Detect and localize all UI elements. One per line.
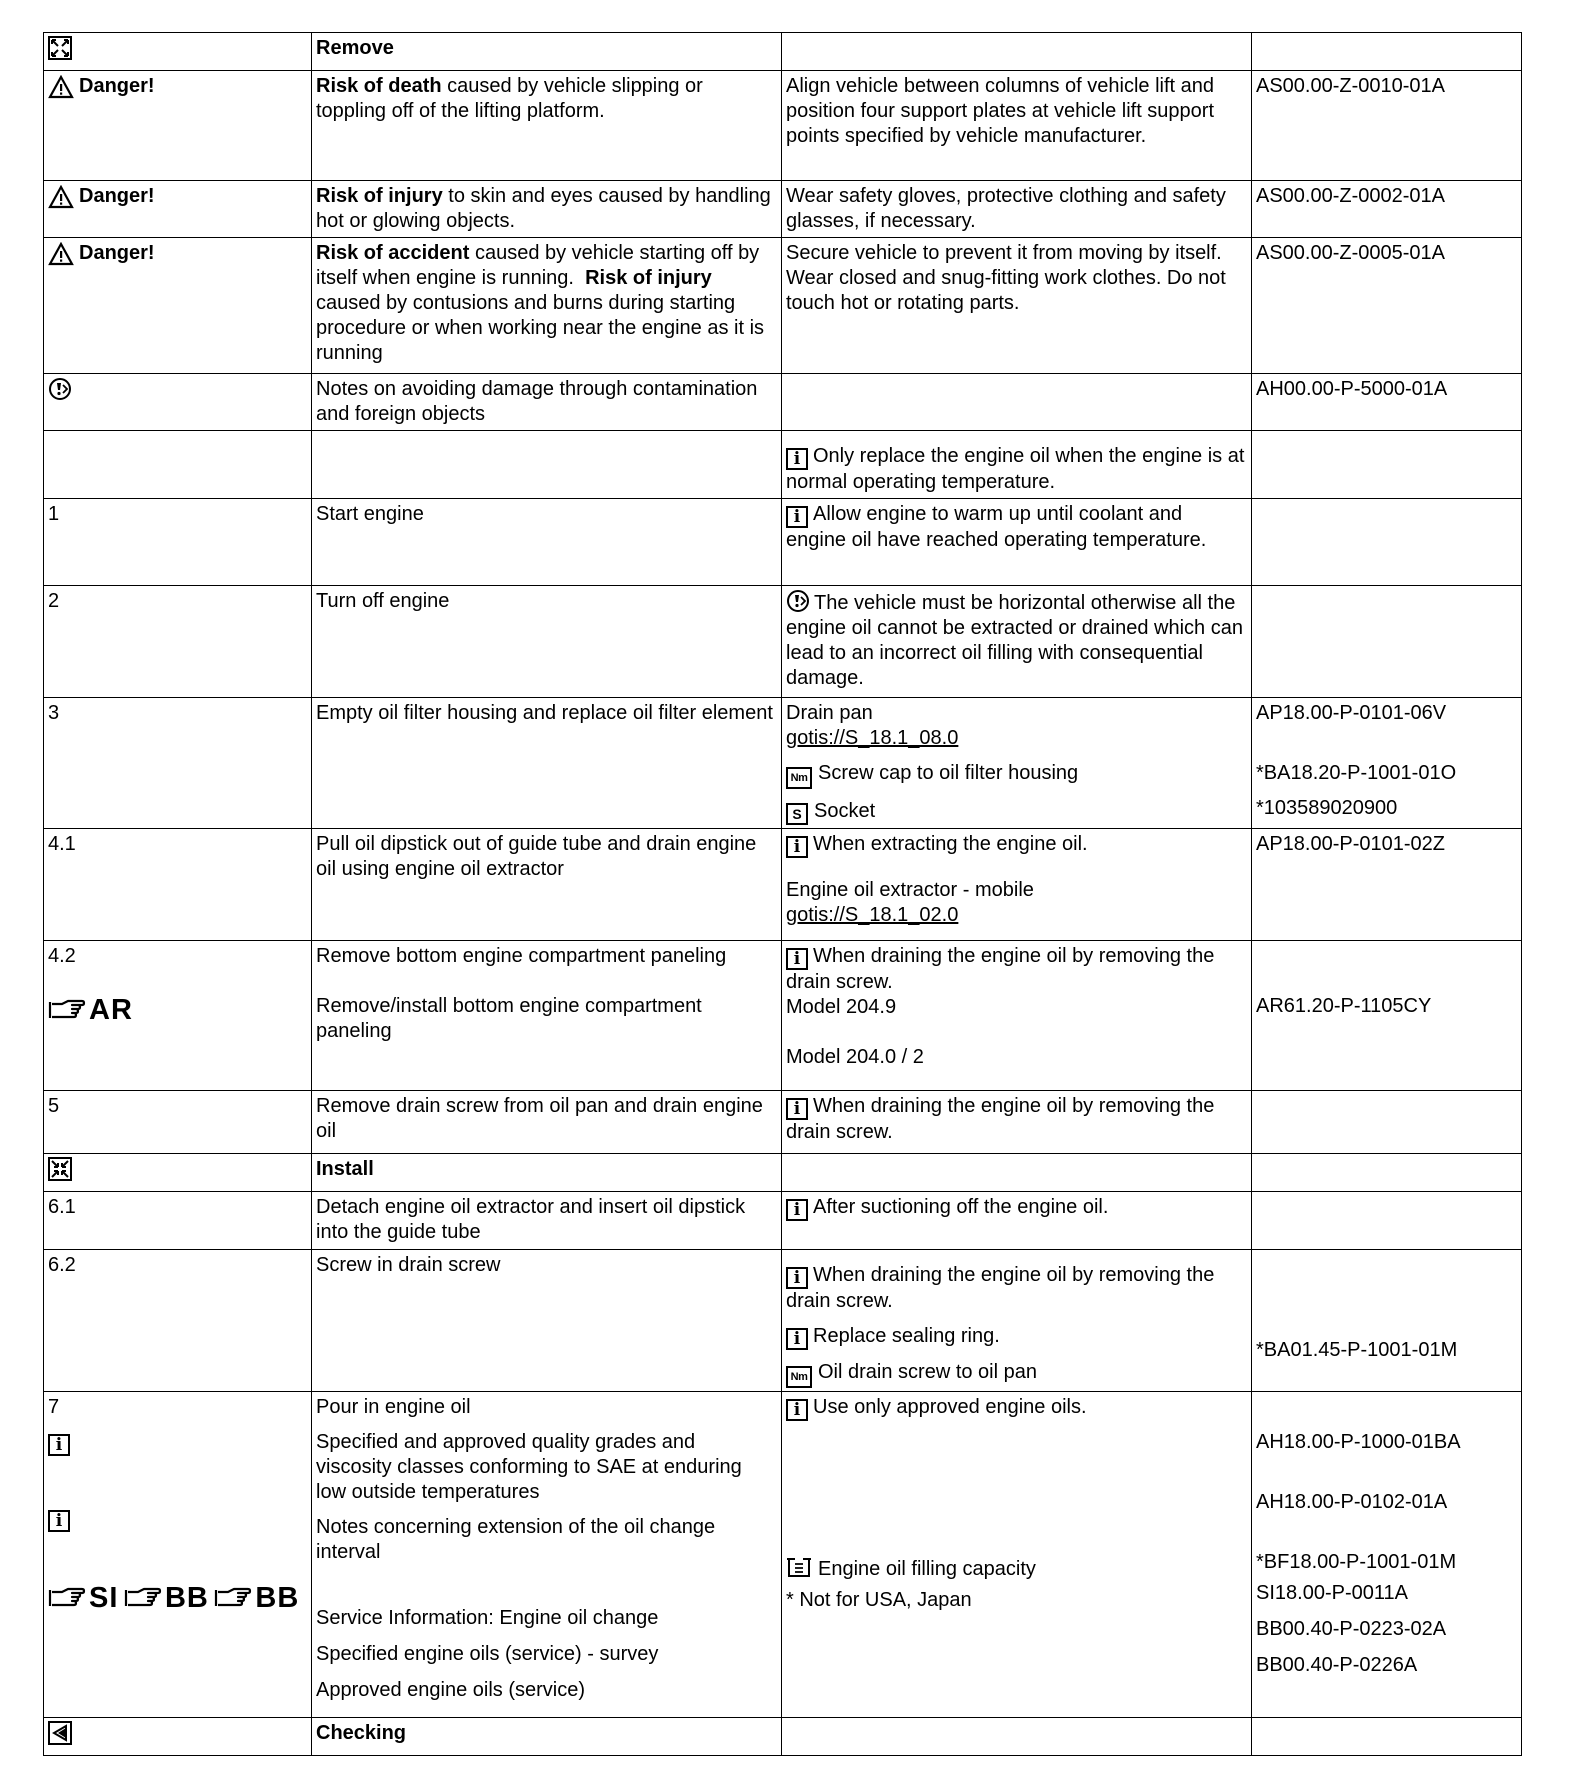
step-row [44,829,1522,941]
document-code: AH00.00-P-5000-01A [1256,378,1448,400]
remove-section-title: Remove [316,37,394,59]
info-icon: i [786,506,808,528]
document-code: AH18.00-P-0102-01A [1256,1491,1448,1513]
tool-name: Engine oil extractor - mobile [786,879,1034,901]
info-icon: i [786,1098,808,1120]
danger-action: Wear safety gloves, protective clothing and safety glasses, if necessary. [786,185,1226,232]
bb-text: Specified engine oils (service) - survey [316,1643,659,1665]
checking-header-row [44,1718,1522,1756]
document-code: SI18.00-P-0011A [1256,1582,1408,1604]
step-text: Turn off engine [316,590,450,612]
notes-row [44,374,1522,431]
procedure-table [43,32,1522,1756]
info-note: When draining the engine oil by removing the drain screw. [786,945,1215,993]
footnote: * Not for USA, Japan [786,1589,972,1611]
danger-row [44,181,1522,238]
step-number: 5 [48,1095,60,1117]
warning-triangle-icon [48,75,74,99]
risk-title: Risk of injury [316,185,443,207]
pointing-hand-icon [48,1586,86,1610]
info-note: Replace sealing ring. [813,1325,1000,1347]
caution-note: The vehicle must be horizontal otherwise all the engine oil cannot be extracted or drained which can lead to an incorrect oil filling with consequential damage. [786,592,1243,689]
remove-header-row [44,33,1522,71]
danger-action: Secure vehicle to prevent it from moving by itself. [786,242,1222,264]
bb-label: BB [164,1582,209,1614]
document-code: BB00.40-P-0226A [1256,1654,1418,1676]
danger-label: Danger! [79,185,155,207]
torque-note: Oil drain screw to oil pan [818,1361,1037,1383]
info-icon: i [786,948,808,970]
si-text: Service Information: Engine oil change [316,1607,659,1629]
info-icon: i [786,1267,808,1289]
checking-section-title: Checking [316,1722,407,1744]
document-code: *BA18.20-P-1001-01O [1256,762,1457,784]
caution-icon [786,589,810,613]
install-header-row [44,1154,1522,1192]
info-icon: i [786,448,808,470]
step-number: 4.2 [48,945,76,967]
note-row [44,431,1522,499]
document-code: AP18.00-P-0101-06V [1256,702,1447,724]
risk-title: Risk of injury [585,267,712,289]
step-number: 2 [48,590,60,612]
info-text: Specified and approved quality grades and viscosity classes conforming to SAE at enduring low outside temperatures [316,1431,742,1503]
step-row [44,698,1522,829]
step-number: 1 [48,503,60,525]
step-text: Remove drain screw from oil pan and drain engine oil [316,1095,763,1142]
document-code: *103589020900 [1256,797,1398,819]
info-note: When draining the engine oil by removing the drain screw. [786,1264,1215,1312]
step-text: Screw in drain screw [316,1254,501,1276]
ar-label: AR [89,994,133,1026]
danger-row [44,238,1522,374]
danger-action: Align vehicle between columns of vehicle lift and position four support plates at vehicle lift support points specified by vehicle manufacturer. [786,75,1215,147]
step-row [44,586,1522,698]
document-code: *BF18.00-P-1001-01M [1256,1551,1457,1573]
info-note: When draining the engine oil by removing the drain screw. [786,1095,1215,1143]
torque-icon: Nm [786,1366,812,1388]
info-icon: i [786,1199,808,1221]
info-note: When extracting the engine oil. [813,833,1088,855]
contamination-notes: Notes on avoiding damage through contamination and foreign objects [316,378,758,425]
step-number: 6.2 [48,1254,76,1276]
step-row [44,499,1522,586]
warning-triangle-icon [48,242,74,266]
checking-icon [48,1721,72,1745]
step-row [44,941,1522,1091]
caution-icon [48,377,72,401]
oil-capacity-icon [786,1556,812,1578]
document-code: AS00.00-Z-0002-01A [1256,185,1446,207]
info-text: Notes concerning extension of the oil change interval [316,1516,716,1563]
risk-text: caused by vehicle starting off by itself when engine is running. [316,242,760,289]
bb-label: BB [255,1582,300,1614]
tool-name: Drain pan [786,702,873,724]
risk-title: Risk of accident [316,242,470,264]
pointing-hand-icon [124,1586,162,1610]
document-code: AP18.00-P-0101-02Z [1256,833,1446,855]
info-icon: i [786,1399,808,1421]
bb-reference [214,1582,299,1614]
info-note: Use only approved engine oils. [813,1396,1087,1418]
risk-text: caused by vehicle slipping or toppling off of the lifting platform. [316,75,703,122]
step-text: Detach engine oil extractor and insert oil dipstick into the guide tube [316,1196,746,1243]
info-icon: i [786,836,808,858]
step-number: 7 [48,1396,60,1418]
info-note: Only replace the engine oil when the engine is at normal operating temperature. [786,445,1245,493]
step-row [44,1091,1522,1154]
step-text: Remove bottom engine compartment paneling [316,945,727,967]
info-icon: i [786,1328,808,1350]
info-icon: i [48,1434,70,1456]
info-note: Allow engine to warm up until coolant and engine oil have reached operating temperature. [786,503,1207,551]
tool-link[interactable]: gotis://S_18.1_08.0 [786,727,959,749]
torque-note: Screw cap to oil filter housing [818,762,1079,784]
danger-row [44,71,1522,181]
ar-reference [48,994,133,1026]
pointing-hand-icon [214,1586,252,1610]
step-text: Pull oil dipstick out of guide tube and drain engine oil using engine oil extractor [316,833,757,880]
model-note: Model 204.0 / 2 [786,1046,924,1068]
bb-reference [124,1582,209,1614]
si-label: SI [89,1582,119,1614]
socket-icon: S [786,803,808,825]
danger-label: Danger! [79,75,155,97]
document-code: AR61.20-P-1105CY [1256,995,1432,1017]
document-code: BB00.40-P-0223-02A [1256,1618,1447,1640]
pointing-hand-icon [48,998,86,1022]
danger-label: Danger! [79,242,155,264]
step-number: 3 [48,702,60,724]
step-number: 6.1 [48,1196,76,1218]
remove-icon [48,36,72,60]
tool-link[interactable]: gotis://S_18.1_02.0 [786,904,959,926]
document-code: AS00.00-Z-0005-01A [1256,242,1446,264]
si-reference [48,1582,118,1614]
bb-text: Approved engine oils (service) [316,1679,586,1701]
torque-icon: Nm [786,767,812,789]
step-row [44,1250,1522,1392]
install-icon [48,1157,72,1181]
socket-note: Socket [814,800,876,822]
warning-triangle-icon [48,185,74,209]
danger-action: Wear closed and snug-fitting work clothes. Do not touch hot or rotating parts. [786,267,1226,314]
risk-text: to skin and eyes caused by handling hot or glowing objects. [316,185,771,232]
document-code: AS00.00-Z-0010-01A [1256,75,1446,97]
step-row [44,1192,1522,1250]
info-icon: i [48,1510,70,1532]
step-text: Start engine [316,503,424,525]
risk-title: Risk of death [316,75,442,97]
document-code: AH18.00-P-1000-01BA [1256,1431,1461,1453]
capacity-note: Engine oil filling capacity [818,1558,1036,1580]
step-number: 4.1 [48,833,76,855]
step-text: Pour in engine oil [316,1396,471,1418]
risk-text: caused by contusions and burns during starting procedure or when working near the engine as it is running [316,292,765,364]
reference-text: Remove/install bottom engine compartment paneling [316,995,702,1042]
info-note: After suctioning off the engine oil. [813,1196,1109,1218]
install-section-title: Install [316,1158,374,1180]
step-row [44,1392,1522,1718]
document-code: *BA01.45-P-1001-01M [1256,1339,1458,1361]
model-note: Model 204.9 [786,996,897,1018]
step-text: Empty oil filter housing and replace oil filter element [316,702,773,724]
